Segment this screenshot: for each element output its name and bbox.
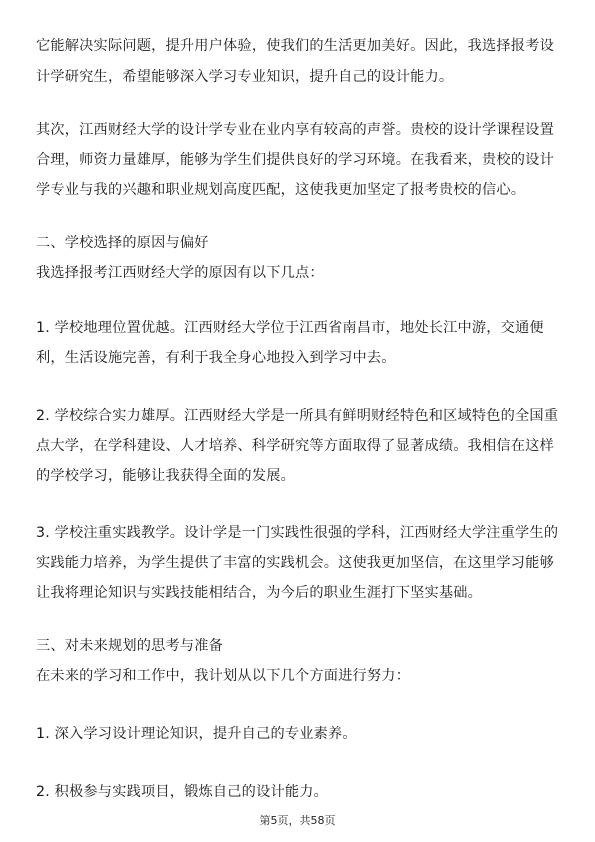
list-item-line: 的学校学习，能够让我获得全面的发展。 [36,468,295,484]
list-item-line: 1. 深入学习设计理论知识，提升自己的专业素养。 [36,726,357,742]
list-item-line: 让我将理论知识与实践技能相结合，为今后的职业生涯打下坚实基础。 [36,585,483,601]
page-number: 第5页，共58页 [259,814,336,827]
text-line: 我选择报考江西财经大学的原因有以下几点： [36,265,324,281]
text-line: 它能解决实际问题，提升用户体验，使我们的生活更加美好。因此，我选择报考设 [36,38,554,54]
text-line: 合理，师资力量雄厚，能够为学生们提供良好的学习环境。在我看来，贵校的设计 [36,152,554,168]
list-item-line: 2. 学校综合实力雄厚。江西财经大学是一所具有鲜明财经特色和区域特色的全国重 [36,408,559,424]
section-heading: 二、学校选择的原因与偏好 [36,235,209,251]
list-item-line: 利，生活设施完善，有利于我全身心地投入到学习中去。 [36,350,396,366]
list-item-line: 实践能力培养，为学生提供了丰富的实践机会。这使我更加坚信，在这里学习能够 [36,555,554,571]
text-line: 其次，江西财经大学的设计学专业在业内享有较高的声誉。贵校的设计学课程设置 [36,122,554,138]
text-line: 计学研究生，希望能够深入学习专业知识，提升自己的设计能力。 [36,69,454,85]
text-line: 在未来的学习和工作中，我计划从以下几个方面进行努力： [36,668,411,684]
list-item-line: 点大学，在学科建设、人才培养、科学研究等方面取得了显著成绩。我相信在这样 [36,438,554,454]
section-heading: 三、对未来规划的思考与准备 [36,638,224,654]
text-line: 学专业与我的兴趣和职业规划高度匹配，这使我更加坚定了报考贵校的信心。 [36,182,526,198]
list-item-line: 3. 学校注重实践教学。设计学是一门实践性很强的学科，江西财经大学注重学生的 [36,525,559,541]
list-item-line: 2. 积极参与实践项目，锻炼自己的设计能力。 [36,784,329,800]
list-item-line: 1. 学校地理位置优越。江西财经大学位于江西省南昌市，地处长江中游，交通便 [36,320,544,336]
